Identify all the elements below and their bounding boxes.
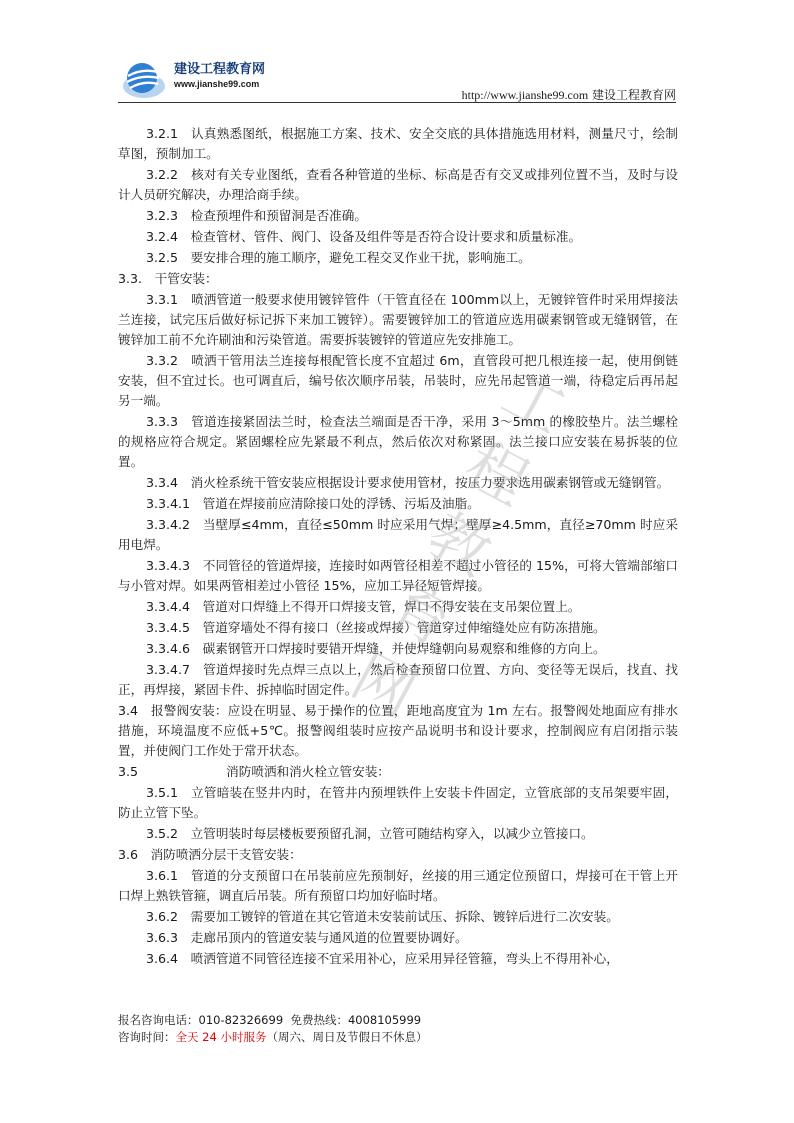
document-body [118,124,678,970]
phone-number: 010-82326699 [198,1013,284,1027]
page-footer [118,1012,678,1046]
paragraph: 3.3.4.7 管道焊接时先点焊三点以上，然后检查预留口位置、方向、变径等无误后，找直、找正，再焊接，紧固卡件、拆掉临时固定件。 [118,662,678,697]
paragraph: 3.6.4 喷洒管道不同管径连接不宜采用补心，应采用异径管箍，弯头上不得用补心， [146,951,619,966]
paragraph: 3.2.3 检查预埋件和预留洞是否准确。 [146,208,367,223]
section-heading: 3.5 消防喷洒和消火栓立管安装： [118,764,390,779]
paragraph: 3.5.2 立管明装时每层楼板要预留孔洞，立管可随结构穿入，以减少立管接口。 [146,826,594,841]
paragraph: 3.3.3 管道连接紧固法兰时，检查法兰端面是否干净，采用 3～5mm 的橡胶垫片。法兰螺栓的规格应符合规定。紧固螺栓应先紧最不利点，然后依次对称紧固。法兰接口应安装在易拆装的位置。 [118,414,678,469]
footer-hours-line [118,1029,678,1046]
paragraph: 3.3.4.1 管道在焊接前应清除接口处的浮锈、污垢及油脂。 [146,496,480,511]
paragraph: 3.5.1 立管暗装在竖井内时，在管井内预埋铁件上安装卡件固定，立管底部的支吊架要牢固，防止立管下坠。 [118,785,678,820]
paragraph: 3.3.4.2 当壁厚≤4mm，直径≤50mm 时应采用气焊；壁厚≥4.5mm，直径≥70mm 时应采用电焊。 [118,517,678,552]
paragraph: 3.2.2 核对有关专业图纸，查看各种管道的坐标、标高是否有交叉或排列位置不当，及时与设计人员研究解决，办理洽商手续。 [118,167,678,202]
header-divider [118,102,676,103]
hours-label: 咨询时间： [118,1030,176,1044]
paragraph: 3.6.2 需要加工镀锌的管道在其它管道未安装前试压、拆除、镀锌后进行二次安装。 [146,909,619,924]
globe-logo-icon [122,56,168,102]
paragraph: 3.3.4.6 碳素钢管开口焊接时要错开焊缝，并使焊缝朝向易观察和维修的方向上。 [146,641,606,656]
header-site-link[interactable] [462,86,676,103]
paragraph: 3.3.4.4 管道对口焊缝上不得开口焊接支管，焊口不得安装在支吊架位置上。 [146,599,581,614]
paragraph: 3.6.1 管道的分支预留口在吊装前应先预制好，丝接的用三通定位预留口，焊接可在干管上开口焊上熟铁管箍，调直后吊装。所有预留口均加好临时堵。 [118,868,678,903]
hours-note: （周六、周日及节假日不休息） [266,1030,428,1044]
paragraph: 3.3.2 喷洒干管用法兰连接每根配管长度不宜超过 6m，直管段可把几根连接一起，使用倒链安装，但不宜过长。也可调直后，编号依次顺序吊装，吊装时，应先吊起管道一端，待稳定后再吊起另一端。 [118,353,678,408]
paragraph: 3.3.4.5 管道穿墙处不得有接口（丝接或焊接）管道穿过伸缩缝处应有防冻措施。 [146,620,606,635]
hotline-number: 4008105999 [347,1013,422,1027]
hotline-label: 免费热线： [290,1013,348,1027]
section-heading: 3.4 报警阀安装：应设在明显、易于操作的位置，距地高度宜为 1m 左右。报警阀处地面应有排水措施，环境温度不应低+5℃。报警阀组装时应按产品说明书和设计要求，控制阀应有启闭指示装置，并使阀门工作处于常开状态。 [118,703,678,758]
paragraph: 3.3.4.3 不同管径的管道焊接，连接时如两管径相差不超过小管径的 15%，可将大管端部缩口与小管对焊。如果两管相差过小管径 15%，应加工异径短管焊接。 [118,558,678,593]
phone-label: 报名咨询电话： [118,1013,199,1027]
hours-highlight: 全天 24 小时服务 [175,1030,267,1044]
paragraph: 3.2.4 检查管材、管件、阀门、设备及组件等是否符合设计要求和质量标准。 [146,229,582,244]
brand-name: 建设工程教育网 [174,62,266,77]
header-url[interactable]: http://www.jianshe99.com [461,88,589,102]
footer-contact-line [118,1012,678,1029]
brand-url[interactable]: www.jianshe99.com [174,79,260,89]
header-site-name: 建设工程教育网 [591,88,676,102]
section-heading: 3.3. 干管安装： [118,271,218,286]
paragraph: 3.6.3 走廊吊顶内的管道安装与通风道的位置要协调好。 [146,930,468,945]
page-header [118,46,676,104]
section-heading: 3.6 消防喷洒分层干支管安装： [118,847,302,862]
watermark: 工程教育网 [340,358,577,732]
paragraph: 3.2.1 认真熟悉图纸，根据施工方案、技术、安全交底的具体措施选用材料，测量尺寸，绘制草图，预制加工。 [118,126,678,161]
paragraph: 3.3.4 消火栓系统干管安装应根据设计要求使用管材，按压力要求选用碳素钢管或无缝钢管。 [146,475,670,490]
paragraph: 3.3.1 喷洒管道一般要求使用镀锌管件（干管直径在 100mm以上，无镀锌管件时采用焊接法兰连接，试完压后做好标记拆下来加工镀锌）。需要镀锌加工的管道应选用碳素钢管或无缝钢管，在镀锌加工前不允许刷油和污染管道。需要拆装镀锌的管道应先安排施工。 [118,292,678,347]
paragraph: 3.2.5 要安排合理的施工顺序，避免工程交叉作业干扰，影响施工。 [146,250,531,265]
